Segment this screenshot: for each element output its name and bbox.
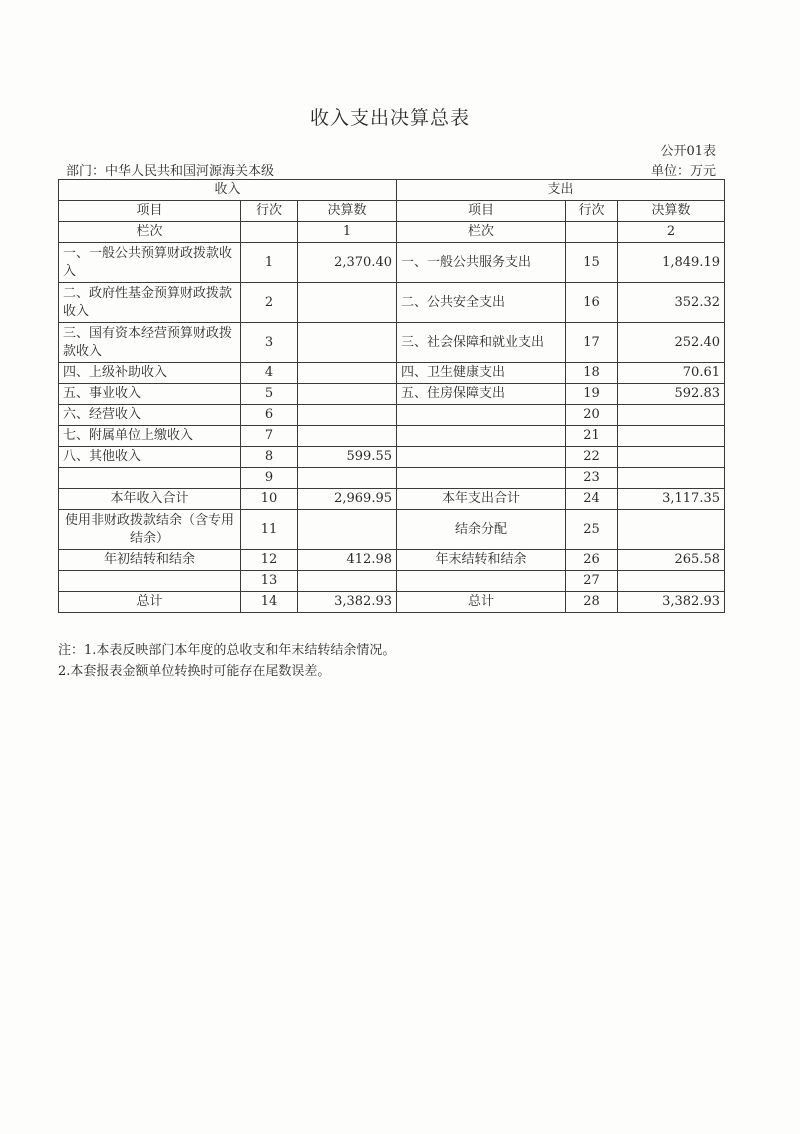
income-section-header: 收入 (59, 180, 397, 201)
income-item-cell: 五、事业收入 (59, 384, 241, 405)
expense-amount-cell (618, 405, 725, 426)
income-item-cell: 八、其他收入 (59, 447, 241, 468)
income-amount-cell: 2,370.40 (298, 243, 397, 283)
expense-amount-cell (618, 426, 725, 447)
income-line-header: 行次 (241, 201, 298, 222)
expense-line-cell: 26 (566, 550, 618, 571)
expense-item-cell (397, 447, 566, 468)
expense-amount-cell (618, 510, 725, 550)
income-line-cell: 5 (241, 384, 298, 405)
expense-line-cell: 19 (566, 384, 618, 405)
expense-amount-cell (618, 468, 725, 489)
income-line-cell: 11 (241, 510, 298, 550)
income-line-cell: 6 (241, 405, 298, 426)
page-title: 收入支出决算总表 (309, 107, 470, 129)
income-amount-cell (298, 363, 397, 384)
expense-section-header: 支出 (397, 180, 725, 201)
expense-item-cell: 总计 (397, 592, 566, 613)
expense-line-cell: 18 (566, 363, 618, 384)
income-item-cell: 年初结转和结余 (59, 550, 241, 571)
expense-item-cell: 本年支出合计 (397, 489, 566, 510)
expense-line-cell: 25 (566, 510, 618, 550)
expense-amount-cell: 252.40 (618, 323, 725, 363)
income-item-cell: 四、上级补助收入 (59, 363, 241, 384)
expense-amount-cell: 3,382.93 (618, 592, 725, 613)
income-item-header: 项目 (59, 201, 241, 222)
income-amount-cell (298, 468, 397, 489)
income-item-cell: 二、政府性基金预算财政拨款收入 (59, 283, 241, 323)
expense-amount-cell: 3,117.35 (618, 489, 725, 510)
expense-item-cell (397, 468, 566, 489)
income-amount-cell (298, 283, 397, 323)
income-line-cell: 3 (241, 323, 298, 363)
expense-amount-cell (618, 447, 725, 468)
table-row (59, 489, 725, 510)
income-line-cell: 4 (241, 363, 298, 384)
expense-line-cell: 24 (566, 489, 618, 510)
expense-item-cell: 结余分配 (397, 510, 566, 550)
income-column-number: 1 (298, 222, 397, 243)
income-item-cell (59, 468, 241, 489)
income-amount-cell: 412.98 (298, 550, 397, 571)
expense-item-cell: 五、住房保障支出 (397, 384, 566, 405)
income-item-cell (59, 571, 241, 592)
income-amount-cell (298, 405, 397, 426)
expense-item-cell: 二、公共安全支出 (397, 283, 566, 323)
table-row (59, 571, 725, 592)
unit-label: 单位：万元 (650, 164, 716, 179)
income-line-cell: 10 (241, 489, 298, 510)
expense-line-blank (566, 222, 618, 243)
table-row (59, 363, 725, 384)
expense-column-number: 2 (618, 222, 725, 243)
expense-amount-cell (618, 571, 725, 592)
table-row (59, 447, 725, 468)
department-label: 部门：中华人民共和国河源海关本级 (66, 164, 275, 179)
table-row (59, 323, 725, 363)
income-line-cell: 7 (241, 426, 298, 447)
expense-amount-cell: 1,849.19 (618, 243, 725, 283)
expense-line-header: 行次 (566, 201, 618, 222)
table-row (59, 510, 725, 550)
expense-line-cell: 17 (566, 323, 618, 363)
income-line-cell: 1 (241, 243, 298, 283)
table-row (59, 283, 725, 323)
expense-amount-cell: 352.32 (618, 283, 725, 323)
footnote-1: 注：1.本表反映部门本年度的总收支和年末结转结余情况。 (58, 643, 396, 658)
expense-amount-cell: 592.83 (618, 384, 725, 405)
table-row (59, 405, 725, 426)
income-line-cell: 2 (241, 283, 298, 323)
column-header-row (59, 201, 725, 222)
footnote-2: 2.本套报表金额单位转换时可能存在尾数误差。 (58, 664, 331, 679)
income-line-cell: 9 (241, 468, 298, 489)
income-expense-table (58, 179, 725, 613)
income-amount-cell (298, 384, 397, 405)
expense-item-cell (397, 571, 566, 592)
income-line-cell: 8 (241, 447, 298, 468)
expense-item-header: 项目 (397, 201, 566, 222)
income-amount-cell (298, 510, 397, 550)
expense-line-cell: 16 (566, 283, 618, 323)
section-header-row (59, 180, 725, 201)
income-column-label: 栏次 (59, 222, 241, 243)
income-item-cell: 总计 (59, 592, 241, 613)
table-row (59, 426, 725, 447)
income-amount-cell (298, 571, 397, 592)
income-item-cell: 使用非财政拨款结余（含专用结余） (59, 510, 241, 550)
expense-amount-cell: 265.58 (618, 550, 725, 571)
income-amount-cell: 2,969.95 (298, 489, 397, 510)
income-line-blank (241, 222, 298, 243)
table-row (59, 592, 725, 613)
income-amount-header: 决算数 (298, 201, 397, 222)
expense-amount-header: 决算数 (618, 201, 725, 222)
expense-item-cell: 四、卫生健康支出 (397, 363, 566, 384)
income-amount-cell: 3,382.93 (298, 592, 397, 613)
expense-item-cell: 一、一般公共服务支出 (397, 243, 566, 283)
income-item-cell: 六、经营收入 (59, 405, 241, 426)
income-item-cell: 本年收入合计 (59, 489, 241, 510)
column-number-row (59, 222, 725, 243)
expense-line-cell: 28 (566, 592, 618, 613)
income-item-cell: 三、国有资本经营预算财政拨款收入 (59, 323, 241, 363)
income-item-cell: 一、一般公共预算财政拨款收入 (59, 243, 241, 283)
expense-line-cell: 27 (566, 571, 618, 592)
expense-line-cell: 23 (566, 468, 618, 489)
income-amount-cell (298, 323, 397, 363)
income-line-cell: 14 (241, 592, 298, 613)
expense-item-cell: 年末结转和结余 (397, 550, 566, 571)
expense-item-cell (397, 405, 566, 426)
income-line-cell: 13 (241, 571, 298, 592)
expense-amount-cell: 70.61 (618, 363, 725, 384)
income-amount-cell: 599.55 (298, 447, 397, 468)
table-row (59, 468, 725, 489)
expense-item-cell (397, 426, 566, 447)
income-item-cell: 七、附属单位上缴收入 (59, 426, 241, 447)
expense-column-label: 栏次 (397, 222, 566, 243)
form-number: 公开01表 (660, 144, 716, 159)
expense-line-cell: 22 (566, 447, 618, 468)
income-amount-cell (298, 426, 397, 447)
expense-line-cell: 21 (566, 426, 618, 447)
footnotes (58, 640, 395, 682)
expense-line-cell: 15 (566, 243, 618, 283)
table-row (59, 243, 725, 283)
table-row (59, 550, 725, 571)
income-line-cell: 12 (241, 550, 298, 571)
expense-line-cell: 20 (566, 405, 618, 426)
table-row (59, 384, 725, 405)
expense-item-cell: 三、社会保障和就业支出 (397, 323, 566, 363)
